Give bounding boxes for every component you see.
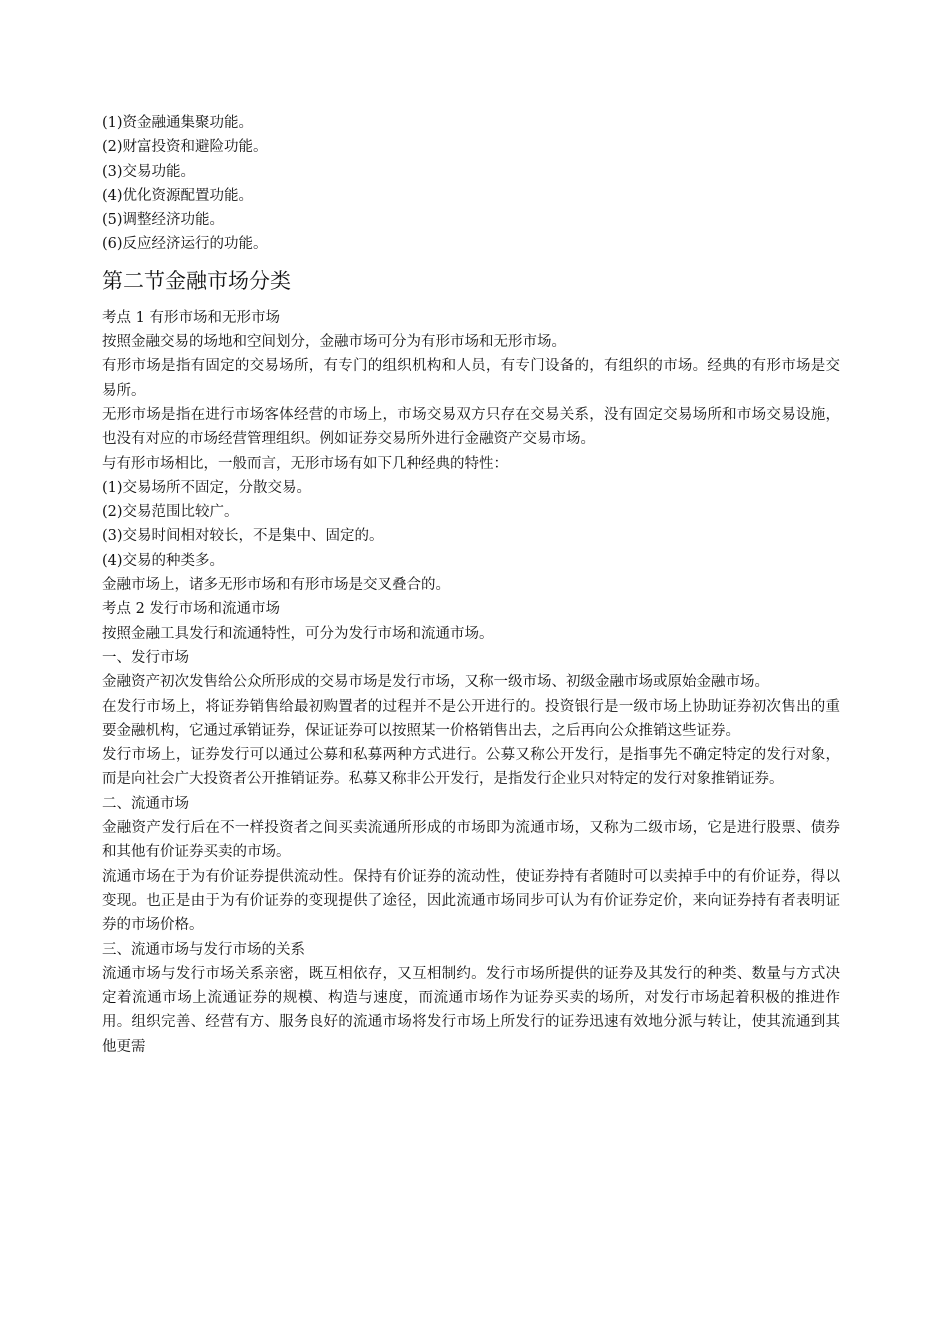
section-title: 第二节金融市场分类 [102,268,291,293]
list-item: (3)交易功能。 [102,163,196,180]
subheading-market-relationship: 三、流通市场与发行市场的关系 [102,941,305,958]
paragraph: 有形市场是指有固定的交易场所，有专门的组织机构和人员，有专门设备的，有组织的市场。经典的有形市场是交易所。 [102,358,840,399]
subheading-circulation-market: 二、流通市场 [102,795,189,812]
paragraph: 发行市场上，证券发行可以通过公募和私募两种方式进行。公募又称公开发行，是指事先不确定特定的发行对象，而是向社会广大投资者公开推销证券。私募又称非公开发行，是指发行企业只对特定的发行对象推销证券。 [102,747,840,788]
paragraph: 按照金融交易的场地和空间划分，金融市场可分为有形市场和无形市场。 [102,334,566,351]
paragraph: 无形市场是指在进行市场客体经营的市场上，市场交易双方只存在交易关系，没有固定交易场所和市场交易设施，也没有对应的市场经营管理组织。例如证券交易所外进行金融资产交易市场。 [102,406,840,448]
list-item: (4)交易的种类多。 [102,552,225,569]
paragraph: 流通市场与发行市场关系亲密，既互相依存，又互相制约。发行市场所提供的证券及其发行的种类、数量与方式决定着流通市场上流通证券的规模、构造与速度，而流通市场作为证券买卖的场所，对发行市场起着积极的推进作用。组织完善、经营有方、服务良好的流通市场将发行市场上所发行的证券迅速有效地分派与转让，使其流通到其他更需 [102,965,840,1055]
list-item: (4)优化资源配置功能。 [102,187,254,204]
list-item: (2)财富投资和避险功能。 [102,139,268,156]
paragraph: 按照金融工具发行和流通特性，可分为发行市场和流通市场。 [102,625,494,642]
traits-list [102,476,840,573]
list-item: (5)调整经济功能。 [102,212,225,229]
kaodian-2-title: 考点 2 发行市场和流通市场 [102,601,280,618]
paragraph: 与有形市场相比，一般而言，无形市场有如下几种经典的特性： [102,455,508,472]
functions-list [102,111,840,257]
list-item: (6)反应经济运行的功能。 [102,236,268,253]
list-item: (1)资金融通集聚功能。 [102,115,254,131]
list-item: (1)交易场所不固定，分散交易。 [102,479,312,496]
list-item: (2)交易范围比较广。 [102,504,239,521]
list-item: (3)交易时间相对较长，不是集中、固定的。 [102,528,384,545]
paragraph: 在发行市场上，将证券销售给最初购置者的过程并不是公开进行的。投资银行是一级市场上协助证券初次售出的重要金融机构，它通过承销证券，保证证券可以按照某一价格销售出去，之后再向公众推销这些证券。 [102,698,840,739]
paragraph: 金融市场上，诸多无形市场和有形市场是交叉叠合的。 [102,577,450,594]
document-body [102,111,840,1059]
subheading-issuing-market: 一、发行市场 [102,649,189,666]
paragraph: 金融资产发行后在不一样投资者之间买卖流通所形成的市场即为流通市场，又称为二级市场，它是进行股票、债券和其他有价证券买卖的市场。 [102,820,840,861]
paragraph: 流通市场在于为有价证券提供流动性。保持有价证券的流动性，使证券持有者随时可以卖掉手中的有价证券，得以变现。也正是由于为有价证券的变现提供了途径，因此流通市场同步可认为有价证券定价，来向证券持有者表明证券的市场价格。 [102,868,840,934]
kaodian-1-title: 考点 1 有形市场和无形市场 [102,309,280,326]
paragraph: 金融资产初次发售给公众所形成的交易市场是发行市场，又称一级市场、初级金融市场或原始金融市场。 [102,674,769,691]
